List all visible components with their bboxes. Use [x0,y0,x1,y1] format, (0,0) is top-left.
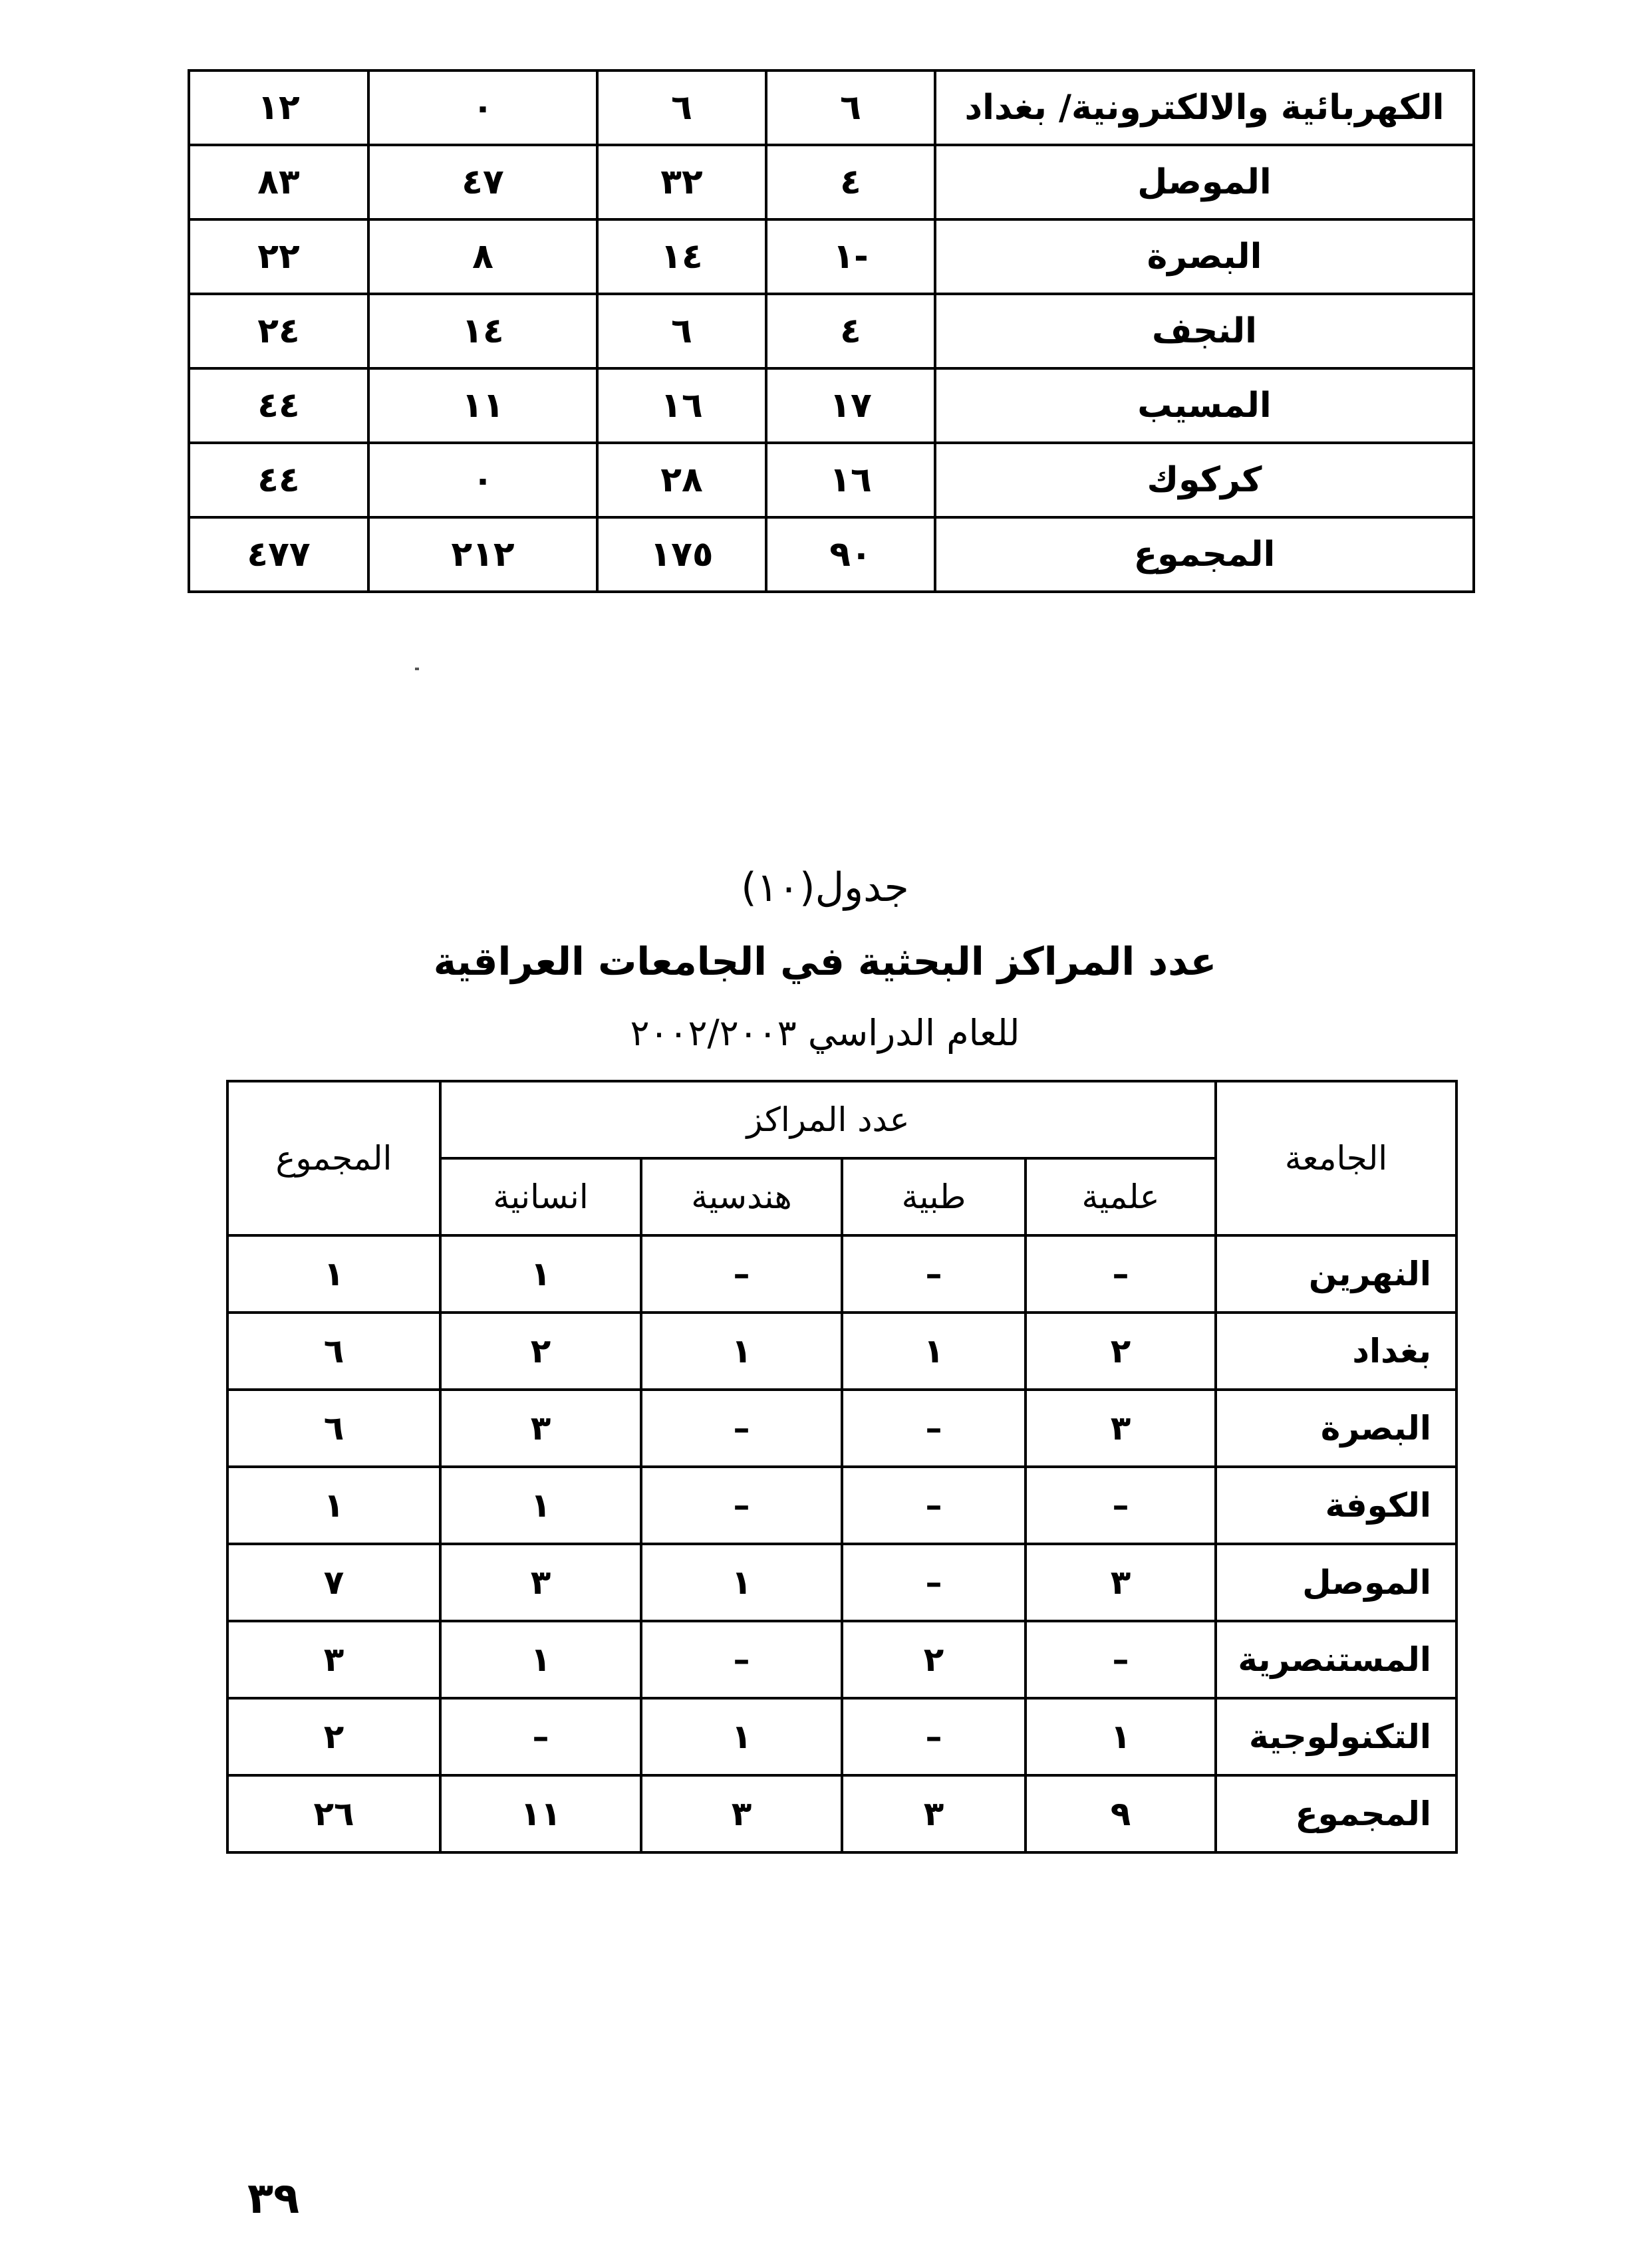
row-name: الموصل [935,145,1474,219]
cell-scientific: – [1026,1621,1216,1698]
university-name: بغداد [1216,1313,1456,1390]
table-row [189,145,1474,219]
cell: ٢٢ [189,219,368,294]
table-row [189,443,1474,517]
cell: ٢٤ [189,294,368,368]
table-row [227,1390,1456,1467]
cell-medical: ٢ [842,1621,1026,1698]
header-medical: طبية [842,1158,1026,1235]
cell: ٨ [368,219,597,294]
university-name: التكنولوجية [1216,1698,1456,1775]
cell: ٢٨ [597,443,766,517]
table-row [189,368,1474,443]
cell: ١٦ [597,368,766,443]
university-name: المستنصرية [1216,1621,1456,1698]
cell-humanities: ١١ [440,1775,641,1852]
cell: ٤٧ [368,145,597,219]
cell: ١٦ [766,443,935,517]
table-row [227,1621,1456,1698]
table-row [189,294,1474,368]
row-name: المجموع [935,517,1474,592]
cell: ١٧ [766,368,935,443]
cell: ١٢ [189,70,368,145]
cell: ١٤ [597,219,766,294]
cell: ٢١٢ [368,517,597,592]
cell-scientific: – [1026,1235,1216,1313]
cell-humanities: ١ [440,1621,641,1698]
continuation-table [188,69,1475,593]
university-name: المجموع [1216,1775,1456,1852]
cell-engineering: – [641,1621,842,1698]
cell-humanities: ٣ [440,1544,641,1621]
table-row [227,1467,1456,1544]
cell-medical: – [842,1390,1026,1467]
cell: ١١ [368,368,597,443]
cell-engineering: ٣ [641,1775,842,1852]
university-name: الموصل [1216,1544,1456,1621]
cell-engineering: – [641,1235,842,1313]
table-row-total [227,1775,1456,1852]
table-row-total [189,517,1474,592]
cell-engineering: – [641,1390,842,1467]
cell-scientific: ١ [1026,1698,1216,1775]
cell-total: ٣ [227,1621,440,1698]
cell-scientific: ٢ [1026,1313,1216,1390]
cell-engineering: ١ [641,1313,842,1390]
cell-total: ٧ [227,1544,440,1621]
header-total: المجموع [227,1081,440,1235]
header-humanities: انسانية [440,1158,641,1235]
cell-humanities: – [440,1698,641,1775]
scan-speck [415,668,419,670]
header-university: الجامعة [1216,1081,1456,1235]
table-label: جدول(١٠) [741,864,909,911]
cell-total: ٢ [227,1698,440,1775]
research-centers-table [226,1080,1458,1854]
table-row [227,1544,1456,1621]
table-row [227,1235,1456,1313]
cell: ٤ [766,145,935,219]
row-name: البصرة [935,219,1474,294]
header-scientific: علمية [1026,1158,1216,1235]
university-name: الكوفة [1216,1467,1456,1544]
cell: ٤٧٧ [189,517,368,592]
table-title: عدد المراكز البحثية في الجامعات العراقية [433,939,1217,984]
cell-total: ١ [227,1467,440,1544]
cell: ١٧٥ [597,517,766,592]
cell-humanities: ١ [440,1467,641,1544]
cell-total: ٢٦ [227,1775,440,1852]
cell: ٦ [597,70,766,145]
header-engineering: هندسية [641,1158,842,1235]
cell: ٤ [766,294,935,368]
cell: ٠ [368,70,597,145]
header-row [227,1081,1456,1158]
cell-total: ٦ [227,1390,440,1467]
page-number: ٣٩ [247,2174,300,2223]
table-subtitle: للعام الدراسي ٢٠٠٢/٢٠٠٣ [630,1012,1020,1054]
cell-medical: ١ [842,1313,1026,1390]
header-centers: عدد المراكز [440,1081,1216,1158]
cell: ٠ [368,443,597,517]
row-name: المسيب [935,368,1474,443]
cell-scientific: ٣ [1026,1544,1216,1621]
cell: ٦ [766,70,935,145]
cell-engineering: ١ [641,1544,842,1621]
table-row [189,219,1474,294]
cell-total: ٦ [227,1313,440,1390]
cell: ٤٤ [189,443,368,517]
row-name: كركوك [935,443,1474,517]
table-row [227,1313,1456,1390]
cell-medical: – [842,1544,1026,1621]
cell-total: ١ [227,1235,440,1313]
row-name: النجف [935,294,1474,368]
row-name: الكهربائية والالكترونية/ بغداد [935,70,1474,145]
cell-humanities: ٣ [440,1390,641,1467]
cell-humanities: ١ [440,1235,641,1313]
cell-medical: ٣ [842,1775,1026,1852]
cell-medical: – [842,1467,1026,1544]
cell: ٨٣ [189,145,368,219]
cell-medical: – [842,1235,1026,1313]
table-row [227,1698,1456,1775]
cell: ٣٢ [597,145,766,219]
cell-humanities: ٢ [440,1313,641,1390]
cell: ٤٤ [189,368,368,443]
cell-medical: – [842,1698,1026,1775]
cell-engineering: – [641,1467,842,1544]
cell: -١ [766,219,935,294]
university-name: النهرين [1216,1235,1456,1313]
cell: ٦ [597,294,766,368]
cell: ١٤ [368,294,597,368]
cell-scientific: – [1026,1467,1216,1544]
cell-scientific: ٣ [1026,1390,1216,1467]
cell-engineering: ١ [641,1698,842,1775]
university-name: البصرة [1216,1390,1456,1467]
cell-scientific: ٩ [1026,1775,1216,1852]
cell: ٩٠ [766,517,935,592]
table-row [189,70,1474,145]
